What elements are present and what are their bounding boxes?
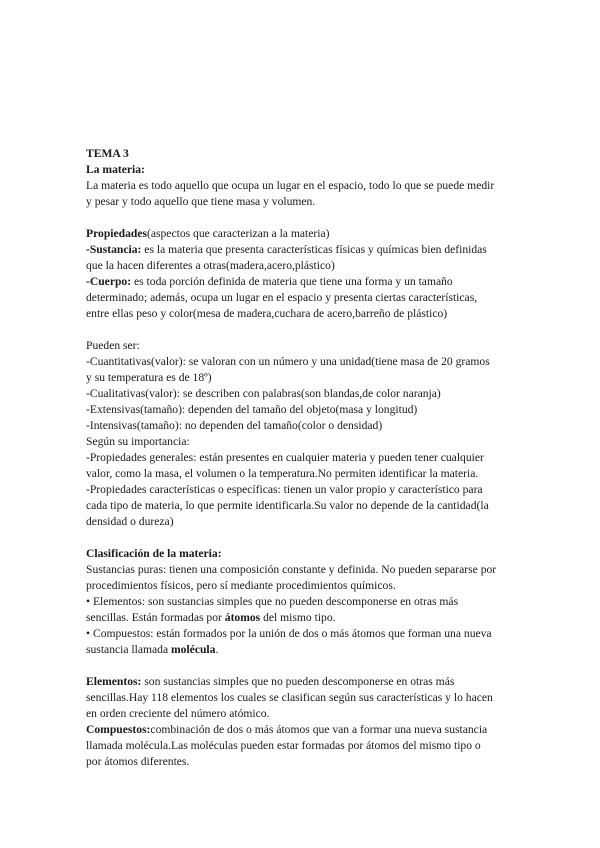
cuerpo-line-1 xyxy=(86,274,526,290)
pueden-line-5: -Intensivas(tamaño): no dependen del tamaño(color o densidad) xyxy=(86,419,383,432)
elementos-line-2: sencillas.Hay 118 elementos los cuales se clasifican según sus características y lo hacen xyxy=(86,691,493,704)
clasificacion-line-1: Sustancias puras: tienen una composición constante y definida. No pueden separarse por xyxy=(86,563,497,576)
pueden-line-10: cada tipo de materia, lo que permite identificarla.Su valor no depende de la cantidad(la xyxy=(86,499,489,512)
compuestos-text: combinación de dos o más átomos que van a formar una nueva sustancia xyxy=(150,723,488,736)
spacer xyxy=(86,210,526,226)
clasificacion-heading: Clasificación de la materia: xyxy=(86,547,222,560)
cuerpo-label: -Cuerpo: xyxy=(86,275,132,288)
clasificacion-line-3: • Elementos: son sustancias simples que no pueden descomponerse en otras más xyxy=(86,595,459,608)
cuerpo-text: es toda porción definida de materia que tiene una forma y un tamaño xyxy=(131,275,453,288)
pueden-line-1: -Cuantitativas(valor): se valoran con un número y una unidad(tiene masa de 20 gramos xyxy=(86,355,490,368)
elementos-line-3: en orden creciente del número atómico. xyxy=(86,707,270,720)
pueden-line-3: -Cualitativas(valor): se describen con palabras(son blandas,de color naranja) xyxy=(86,387,441,400)
clasificacion-text: . xyxy=(215,643,219,656)
pueden-line-8: valor, como la masa, el volumen o la temperatura.No permiten identificar la materia. xyxy=(86,467,479,480)
atomos-keyword: átomos xyxy=(224,611,261,624)
compuestos-line-3: por átomos diferentes. xyxy=(86,755,190,768)
clasificacion-text: sustancia llamada xyxy=(86,643,171,656)
sustancia-text: es la materia que presenta características físicas y químicas bien definidas xyxy=(141,243,487,256)
pueden-line-6: Según su importancia: xyxy=(86,435,190,448)
sustancia-label: -Sustancia: xyxy=(86,243,142,256)
elementos-text: son sustancias simples que no pueden descomponerse en otras más xyxy=(141,675,455,688)
compuestos-line-1 xyxy=(86,722,526,738)
spacer xyxy=(86,658,526,674)
clasificacion-line-5: • Compuestos: están formados por la unión de dos o más átomos que forman una nueva xyxy=(86,627,492,640)
clasificacion-line-6 xyxy=(86,642,526,658)
intro-line-1: La materia es todo aquello que ocupa un lugar en el espacio, todo lo que se puede medir xyxy=(86,179,495,192)
propiedades-description: (aspectos que caracterizan a la materia) xyxy=(146,227,330,240)
compuestos-label: Compuestos: xyxy=(86,723,151,736)
clasificacion-text: del mismo tipo. xyxy=(260,611,336,624)
document-body xyxy=(86,146,526,770)
sustancia-line-2: que la hacen diferentes a otras(madera,acero,plástico) xyxy=(86,259,335,272)
cuerpo-line-3: entre ellas peso y color(mesa de madera,cuchara de acero,barreño de plástico) xyxy=(86,307,448,320)
pueden-line-7: -Propiedades generales: están presentes en cualquier materia y pueden tener cualquier xyxy=(86,451,484,464)
pueden-line-2: y su temperatura es de 18º) xyxy=(86,371,212,384)
section-title: La materia: xyxy=(86,163,145,176)
elementos-label: Elementos: xyxy=(86,675,142,688)
cuerpo-line-2: determinado; además, ocupa un lugar en el espacio y presenta ciertas características, xyxy=(86,291,478,304)
elementos-line-1 xyxy=(86,674,526,690)
propiedades-heading xyxy=(86,226,526,242)
spacer xyxy=(86,530,526,546)
topic-heading: TEMA 3 xyxy=(86,147,129,160)
clasificacion-text: sencillas. Están formadas por xyxy=(86,611,225,624)
clasificacion-line-2: procedimientos físicos, pero sí mediante procedimientos químicos. xyxy=(86,579,396,592)
pueden-line-11: densidad o dureza) xyxy=(86,515,174,528)
spacer xyxy=(86,322,526,338)
pueden-line-4: -Extensivas(tamaño): dependen del tamaño del objeto(masa y longitud) xyxy=(86,403,418,416)
molecula-keyword: molécula xyxy=(171,643,216,656)
sustancia-line-1 xyxy=(86,242,526,258)
pueden-heading: Pueden ser: xyxy=(86,339,140,352)
pueden-line-9: -Propiedades características o específicas: tienen un valor propio y característico para xyxy=(86,483,483,496)
propiedades-label: Propiedades xyxy=(86,227,147,240)
compuestos-line-2: llamada molécula.Las moléculas pueden estar formadas por átomos del mismo tipo o xyxy=(86,739,481,752)
clasificacion-line-4 xyxy=(86,610,526,626)
intro-line-2: y pesar y todo aquello que tiene masa y volumen. xyxy=(86,195,316,208)
